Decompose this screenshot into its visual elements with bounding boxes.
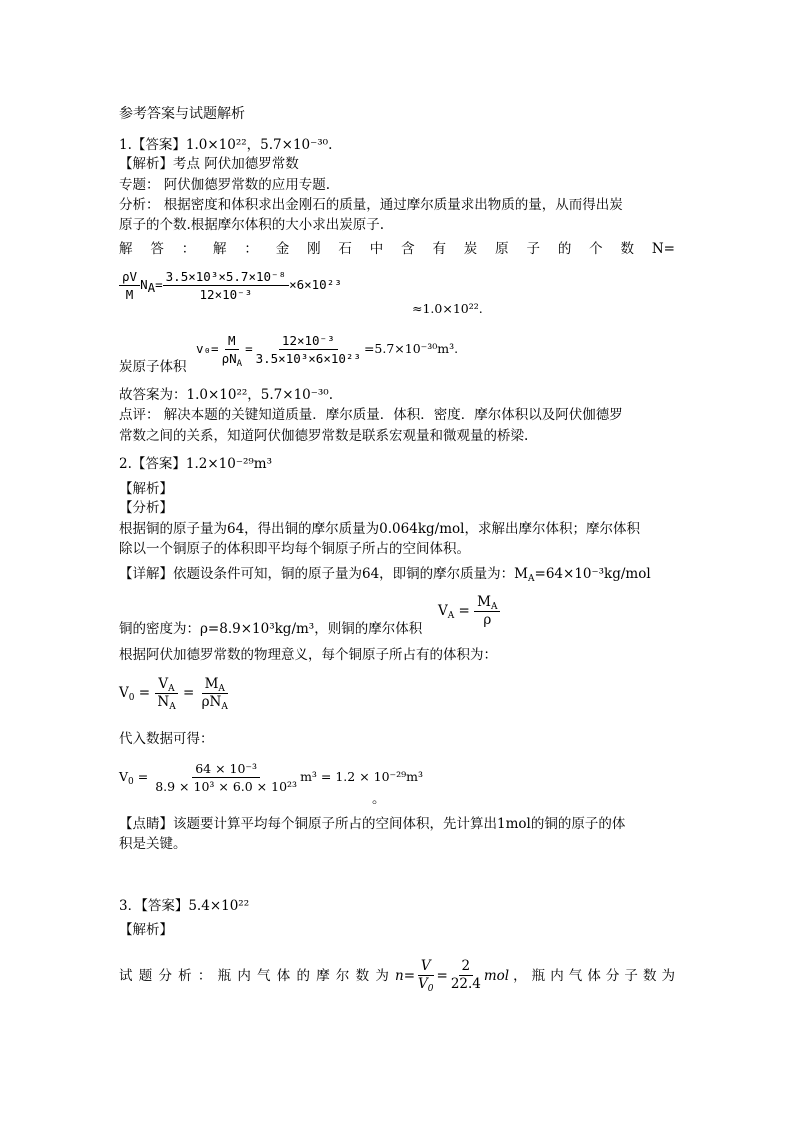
q3-tail-char: 分: [605, 967, 620, 984]
two-over-22-4: $\frac{2}{22.4}$: [450, 958, 481, 992]
q3-fenxi-line: 试 题 分 析 ： 瓶 内 气 体 的 摩 尔 数 为 n= $\frac{V}{V_0}$ = $\frac{2}{22.4}$ mol ， 瓶 内 气 体 分 子 数 为: [119, 958, 675, 994]
jieda-char: 含: [401, 241, 415, 257]
q3-tail-char: 气: [568, 967, 583, 984]
q3-fenxi-char: 题: [138, 967, 153, 984]
q2-calc-end: 。: [372, 791, 386, 807]
q2-dianjing-line2: 积是关键。: [119, 836, 187, 852]
jieda-char: 石: [338, 241, 352, 257]
q1-dianping-line2: 常数之间的关系，知道阿伏伽德罗常数是联系宏观量和微观量的桥梁.: [119, 428, 529, 444]
q1-gu-answer: 故答案为：1.0×10²²，5.7×10⁻³⁰.: [119, 387, 333, 403]
q2-jiexi: 【解析】: [119, 481, 173, 497]
q3-fenxi-char: 内: [237, 967, 251, 984]
jieda-char: 解: [119, 241, 133, 257]
jieda-char: 刚: [307, 241, 321, 257]
jieda-char: 炭: [463, 241, 478, 257]
q1-equation2: v₀= $\frac{M}{\rho N_A}$ = $\frac{\text{12×10⁻³}}{\text{3.5×10³×6×10²³}}$ =5.7×10⁻³⁰m³.: [196, 333, 459, 369]
jieda-char: N=: [651, 241, 675, 257]
q2-v0-formula: $V_0$ = $\frac{V_A}{N_A}$ = $\frac{M_A}{\rho N_A}$: [119, 676, 231, 711]
section-heading: 参考答案与试题解析: [119, 106, 245, 122]
q1-fenxi-line1: 分析： 根据密度和体积求出金刚石的质量，通过摩尔质量求出物质的量，从而得出炭: [119, 197, 623, 213]
va-over-na: $\frac{V_A}{N_A}$: [157, 676, 176, 712]
q3-fenxi-char: 试: [119, 967, 133, 984]
q1-jieda-line: [119, 240, 675, 258]
q2-fenxi-line2: 除以一个铜原子的体积即平均每个铜原子所占的空间体积。: [119, 541, 470, 557]
q3-fenxi-char: 数: [355, 967, 370, 984]
q2-va-formula: $V_A$ = $\frac{M_A}{\rho}$: [438, 594, 500, 629]
q2-calc-formula: $V_0$ = $\frac{\text{64 × 10⁻³}}{\text{8.9 × 10³ × 6.0 × 10²³}}$ m³ = 1.2 × 10⁻²⁹m³: [119, 761, 424, 794]
q2-meaning: 根据阿伏加德罗常数的物理意义，每个铜原子所占有的体积为：: [119, 647, 497, 663]
jieda-char: ：: [244, 241, 258, 257]
q3-fenxi-char: 尔: [335, 967, 350, 984]
q2-density: 铜的密度为：ρ=8.9×10³kg/m³，则铜的摩尔体积: [119, 621, 423, 637]
q3-fenxi-char: ：: [197, 967, 212, 984]
q1-equation1: $\frac{\rho V}{M}$ NA= $\frac{\text{3.5×10³×5.7×10⁻⁸}}{\text{12×10⁻³}}$ ×6×10²³: [119, 268, 342, 303]
q1-eq1-fraction: $\frac{\text{3.5×10³×5.7×10⁻⁸}}{\text{12×10⁻³}}$: [163, 268, 289, 303]
q2-dianjing-line1: 【点睛】该题要计算平均每个铜原子所占的空间体积，先计算出1mol的铜的原子的体: [119, 816, 626, 832]
jieda-char: 有: [432, 241, 446, 257]
q1-eq2-fraction: $\frac{\text{12×10⁻³}}{\text{3.5×10³×6×10²³}}$: [255, 333, 361, 366]
rho-v-over-m: $\frac{\rho V}{M}$: [119, 268, 140, 303]
v-over-v0: $\frac{V}{V_0}$: [418, 958, 434, 994]
q1-fenxi-line2: 原子的个数.根据摩尔体积的大小求出炭原子.: [119, 217, 385, 233]
q1-analysis: 【解析】考点 阿伏加德罗常数: [119, 156, 299, 172]
ma-over-rho-na: $\frac{M_A}{\rho N_A}$: [201, 676, 228, 712]
jieda-char: 个: [589, 241, 603, 257]
m-over-rho-na: $\frac{M}{\rho N_A}$: [221, 333, 243, 369]
q3-fenxi-char: 体: [276, 967, 291, 984]
jieda-char: 解: [213, 241, 227, 257]
calc-fraction: $\frac{\text{64 × 10⁻³}}{\text{8.9 × 10³ × 6.0 × 10²³}}$: [155, 761, 298, 794]
q3-fenxi-char: 气: [257, 967, 271, 984]
q2-daike: 代入数据可得：: [119, 731, 214, 747]
q3-fenxi-char: 瓶: [217, 967, 232, 984]
ma-over-rho: $\frac{M_A}{\rho}$: [474, 594, 500, 629]
q3-tail-char: 数: [642, 967, 657, 984]
q1-answer: 1.【答案】1.0×10²²，5.7×10⁻³⁰.: [119, 137, 333, 153]
q1-eq1-result: ≈1.0×10²².: [412, 301, 483, 316]
q2-fenxi: 【分析】: [119, 500, 173, 516]
q3-tail-char: 瓶: [531, 967, 546, 984]
q3-fenxi-char: 摩: [316, 967, 330, 984]
jieda-char: 的: [557, 241, 572, 257]
q3-fenxi-char: 分: [158, 967, 172, 984]
q3-tail-char: 为: [661, 967, 675, 984]
q2-answer: 2.【答案】1.2×10⁻²⁹m³: [119, 456, 273, 472]
q3-tail-char: 内: [550, 967, 564, 984]
jieda-char: ：: [181, 241, 196, 257]
q3-tail-char: 子: [624, 967, 638, 984]
q3-fenxi-char: 的: [296, 967, 310, 984]
q1-dianping-line1: 点评： 解决本题的关键知道质量．摩尔质量．体积．密度．摩尔体积以及阿伏伽德罗: [119, 407, 623, 423]
q2-xiangjie: 【详解】依题设条件可知，铜的原子量为64，即铜的摩尔质量为：$M_A=64\times 10^{-3}kg$/mol: [119, 566, 651, 584]
jieda-char: 子: [526, 241, 540, 257]
jieda-char: 金: [275, 241, 290, 257]
q3-jiexi: 【解析】: [119, 922, 173, 938]
q3-answer: 3．【答案】5.4×10²²: [119, 898, 250, 914]
jieda-char: 答: [150, 241, 164, 257]
jieda-char: 原: [495, 241, 509, 257]
q1-topic: 专题： 阿伏伽德罗常数的应用专题.: [119, 177, 331, 193]
jieda-char: 数: [620, 241, 634, 257]
q3-fenxi-char: 析: [178, 967, 192, 984]
q3-tail-char: ，: [513, 967, 527, 984]
q1-eq2-label: 炭原子体积: [119, 359, 187, 375]
q3-tail-char: 体: [587, 967, 601, 984]
q3-fenxi-char: 为: [375, 967, 389, 984]
q2-fenxi-line1: 根据铜的原子量为64，得出铜的摩尔质量为0.064kg/mol，求解出摩尔体积；摩尔体积: [119, 521, 640, 537]
jieda-char: 中: [369, 241, 384, 257]
